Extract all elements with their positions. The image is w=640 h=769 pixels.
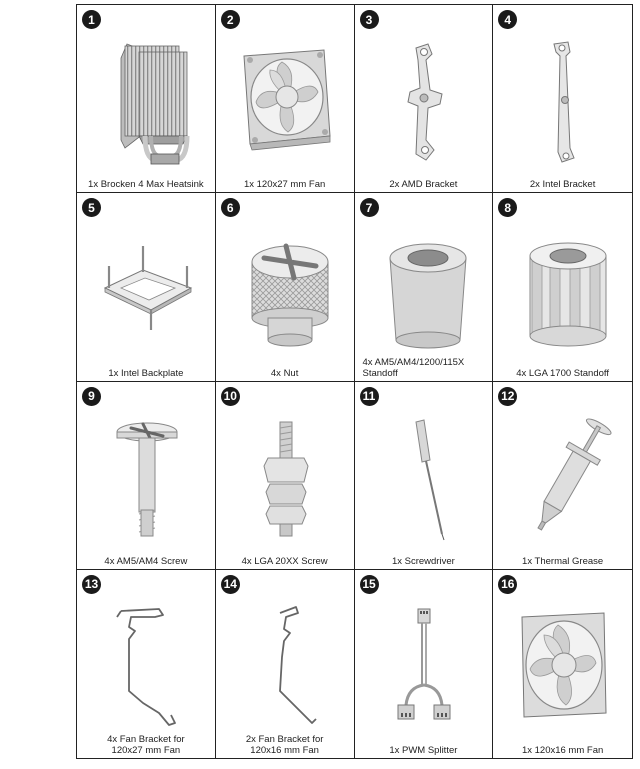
thermal-grease-syringe-icon — [508, 406, 618, 546]
item-number-badge: 8 — [498, 198, 517, 217]
part-cell-fan-120x27 — [216, 5, 355, 193]
part-caption: 1x Intel Backplate — [108, 367, 184, 379]
part-cell-intel-backplate — [77, 193, 216, 381]
part-cell-fan-bracket-27 — [77, 570, 216, 758]
item-number-badge: 10 — [221, 387, 240, 406]
part-cell-fan-120x16 — [493, 570, 632, 758]
intel-bracket-icon — [508, 30, 618, 170]
heatsink-icon — [91, 30, 201, 170]
item-number-badge: 6 — [221, 198, 240, 217]
part-caption: 2x Intel Bracket — [529, 179, 596, 191]
standoff-icon — [368, 218, 478, 358]
part-cell-pwm-splitter — [355, 570, 494, 758]
backplate-icon — [91, 218, 201, 358]
part-caption: 4x Nut — [270, 367, 299, 379]
part-cell-thermal-grease — [493, 382, 632, 570]
item-number-badge: 2 — [221, 10, 240, 29]
item-number-badge: 15 — [360, 575, 379, 594]
part-cell-nut — [216, 193, 355, 381]
part-cell-am5-screw — [77, 382, 216, 570]
part-caption: 1x PWM Splitter — [389, 745, 458, 756]
slim-fan-icon — [508, 595, 618, 735]
part-caption: 4x AM5/AM4 Screw — [104, 555, 188, 567]
part-cell-intel-bracket — [493, 5, 632, 193]
part-caption: 1x Brocken 4 Max Heatsink — [88, 179, 204, 191]
fan-icon — [230, 30, 340, 170]
part-cell-standoff — [355, 193, 494, 381]
part-cell-lga20xx-screw — [216, 382, 355, 570]
pwm-splitter-cable-icon — [368, 595, 478, 735]
part-cell-screwdriver — [355, 382, 494, 570]
part-caption: 4x Fan Bracket for 120x27 mm Fan — [107, 734, 185, 756]
item-number-badge: 5 — [82, 198, 101, 217]
item-number-badge: 13 — [82, 575, 101, 594]
part-cell-fan-bracket-16 — [216, 570, 355, 758]
part-caption: 4x LGA 1700 Standoff — [516, 367, 610, 379]
part-cell-amd-bracket — [355, 5, 494, 193]
lga1700-standoff-icon — [508, 218, 618, 358]
part-caption: 4x AM5/AM4/1200/115X Standoff — [362, 356, 465, 379]
item-number-badge: 14 — [221, 575, 240, 594]
lga20xx-screw-icon — [230, 406, 340, 546]
part-caption: 4x LGA 20XX Screw — [241, 555, 328, 567]
part-caption: 1x 120x16 mm Fan — [521, 745, 604, 756]
item-number-badge: 9 — [82, 387, 101, 406]
part-caption: 1x Screwdriver — [391, 555, 455, 567]
nut-icon — [230, 218, 340, 358]
part-caption: 1x 120x27 mm Fan — [243, 179, 326, 191]
item-number-badge: 7 — [360, 198, 379, 217]
part-caption: 1x Thermal Grease — [522, 555, 604, 567]
part-cell-heatsink — [77, 5, 216, 193]
item-number-badge: 12 — [498, 387, 517, 406]
fan-wire-clip-icon — [230, 595, 340, 735]
amd-bracket-icon — [368, 30, 478, 170]
screwdriver-icon — [368, 406, 478, 546]
part-caption: 2x AMD Bracket — [389, 179, 458, 191]
parts-list-grid — [76, 4, 633, 759]
part-cell-lga1700-standoff — [493, 193, 632, 381]
fan-wire-clip-icon — [91, 595, 201, 735]
item-number-badge: 11 — [360, 387, 379, 406]
screw-icon — [91, 406, 201, 546]
item-number-badge: 16 — [498, 575, 517, 594]
item-number-badge: 1 — [82, 10, 101, 29]
item-number-badge: 3 — [360, 10, 379, 29]
part-caption: 2x Fan Bracket for 120x16 mm Fan — [245, 734, 324, 756]
item-number-badge: 4 — [498, 10, 517, 29]
